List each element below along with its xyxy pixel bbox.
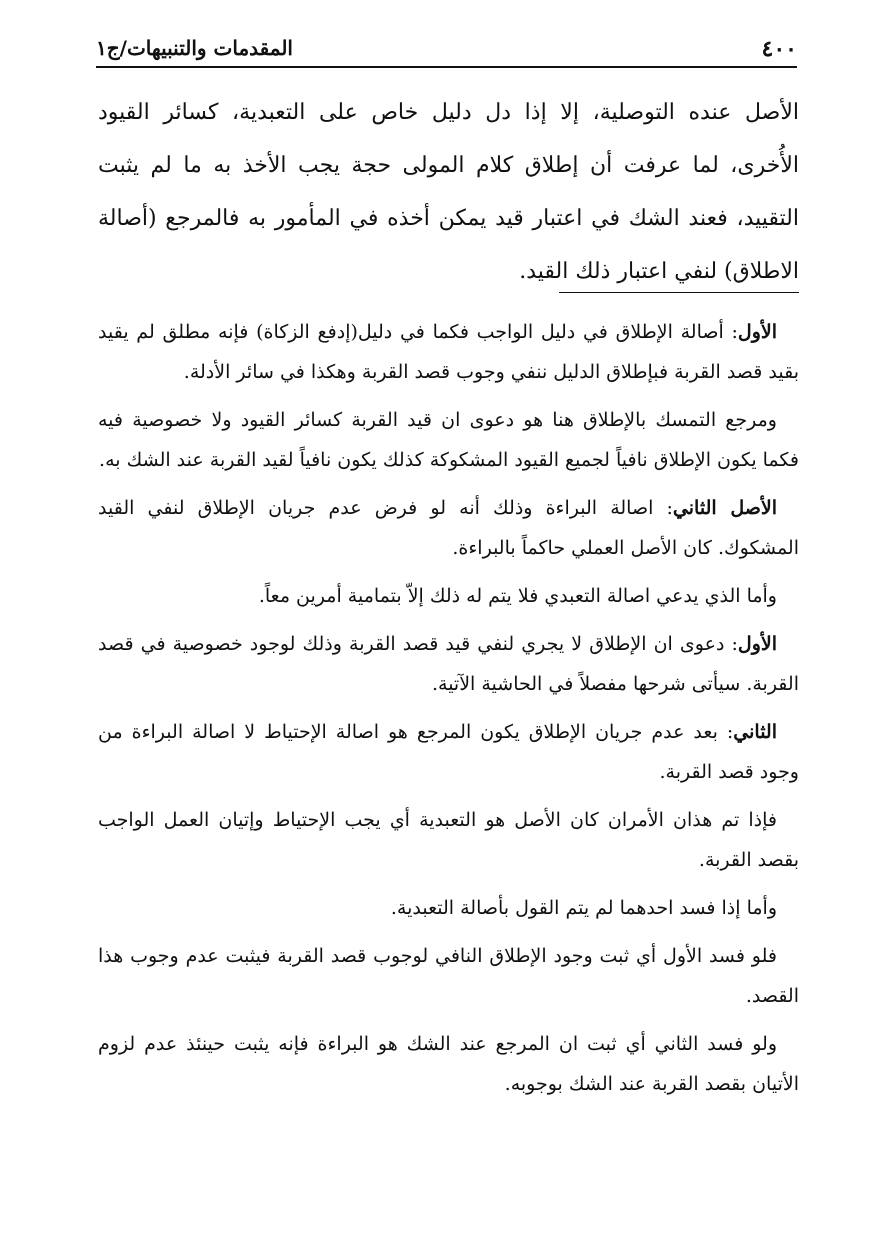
footnote-text: : أصالة الإطلاق في دليل الواجب فكما في دليل(إدفع الزكاة) فإنه مطلق لم يقيد بقيد قصد القربة فبإطلاق الدليل ننفي وجوب قصد القربة وهكذا في سائر الأدلة. bbox=[98, 321, 799, 383]
footnote-text: وأما إذا فسد احدهما لم يتم القول بأصالة التعبدية. bbox=[390, 897, 777, 919]
footnote-text: : بعد عدم جريان الإطلاق يكون المرجع هو اصالة الإحتياط لا اصالة البراءة من وجود قصد القربة. bbox=[98, 721, 799, 783]
page-number: ٤٠٠ bbox=[761, 36, 797, 62]
footnote-lead: الثاني bbox=[733, 721, 777, 743]
running-title: المقدمات والتنبيهات/ج١ bbox=[96, 36, 293, 60]
footnote-paragraph bbox=[98, 1024, 799, 1104]
footnote-paragraph bbox=[98, 624, 799, 704]
footnote-text: فإذا تم هذان الأمران كان الأصل هو التعبدية أي يجب الإحتياط وإتيان العمل الواجب بقصد القربة. bbox=[98, 809, 799, 871]
footnote-text: ولو فسد الثاني أي ثبت ان المرجع عند الشك هو البراءة فإنه يثبت حينئذ عدم لزوم الأتيان بقصد القربة عند الشك بوجوبه. bbox=[98, 1033, 799, 1095]
footnote-paragraph bbox=[98, 312, 799, 392]
footnote-paragraph bbox=[98, 400, 799, 480]
page-header bbox=[96, 32, 797, 68]
footnote-paragraph bbox=[98, 800, 799, 880]
footnote-text: : اصالة البراءة وذلك أنه لو فرض عدم جريان الإطلاق لنفي القيد المشكوك. كان الأصل العملي حاكماً بالبراءة. bbox=[98, 497, 799, 559]
footnote-separator bbox=[559, 292, 799, 293]
footnote-paragraph bbox=[98, 712, 799, 792]
footnote-paragraph bbox=[98, 488, 799, 568]
footnote-lead: الأصل الثاني bbox=[672, 497, 777, 519]
main-body-text: الأصل عنده التوصلية، إلا إذا دل دليل خاص على التعبدية، كسائر القيود الأُخرى، لما عرفت أن إطلاق كلام المولى حجة يجب الأخذ به ما لم يثبت التقييد، فعند الشك في اعتبار قيد يمكن أخذه في المأمور به فالمرجع (أصالة الاطلاق) لنفي اعتبار ذلك القيد. bbox=[98, 100, 799, 284]
footnote-lead: الأول bbox=[737, 633, 777, 655]
footnote-paragraph bbox=[98, 936, 799, 1016]
footnote-paragraph bbox=[98, 576, 799, 616]
footnote-lead: الأول bbox=[737, 321, 777, 343]
footnote-text: وأما الذي يدعي اصالة التعبدي فلا يتم له ذلك إلاّ بتمامية أمرين معاً. bbox=[258, 585, 777, 607]
footnote-text: : دعوى ان الإطلاق لا يجري لنفي قيد قصد القربة وذلك لوجود خصوصية في قصد القربة. سيأتى شرحها مفصلاً في الحاشية الآتية. bbox=[98, 633, 799, 695]
footnote-paragraph bbox=[98, 888, 799, 928]
footnote-text: ومرجع التمسك بالإطلاق هنا هو دعوى ان قيد القربة كسائر القيود ولا خصوصية فيه فكما يكون الإطلاق نافياً لجميع القيود المشكوكة كذلك يكون نافياً لقيد القربة عند الشك به. bbox=[98, 409, 799, 471]
footnote-text: فلو فسد الأول أي ثبت وجود الإطلاق النافي لوجوب قصد القربة فيثبت عدم وجوب هذا القصد. bbox=[98, 945, 799, 1007]
footnotes-section bbox=[98, 312, 799, 1112]
